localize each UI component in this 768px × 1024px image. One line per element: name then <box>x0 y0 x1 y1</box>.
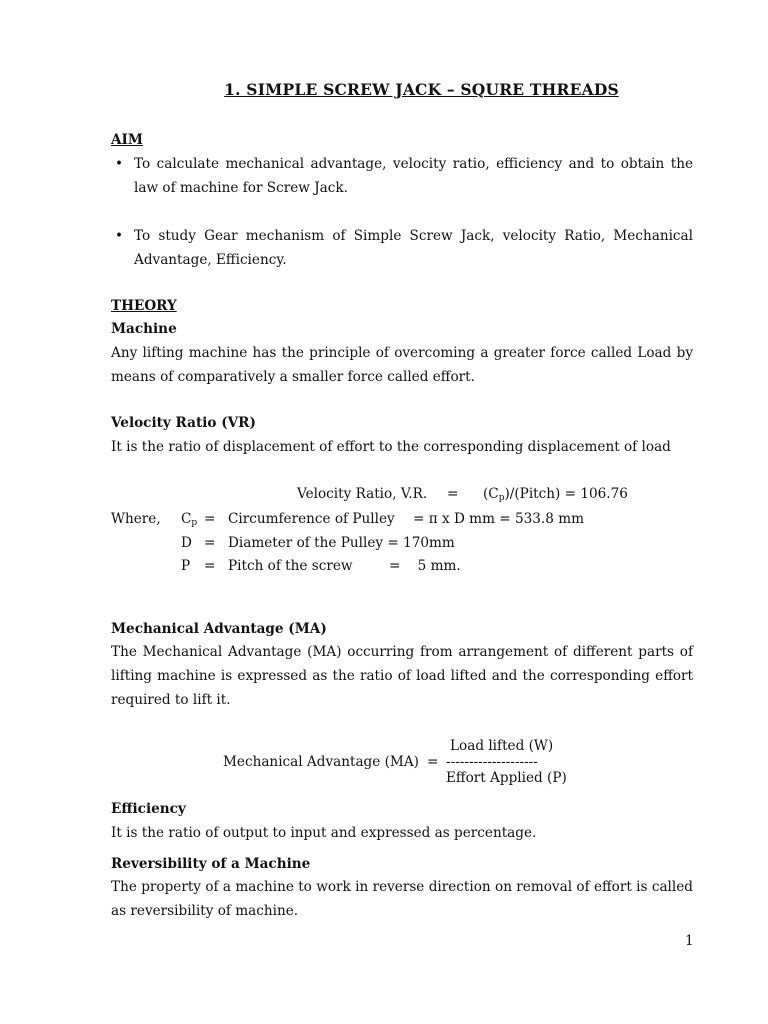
ma-formula-eq: = <box>427 754 439 770</box>
theory-heading: THEORY <box>111 298 177 314</box>
ma-fraction-line: -------------------- <box>446 754 538 770</box>
ma-denominator: Effort Applied (P) <box>446 770 567 786</box>
def-value: = 5 mm. <box>389 558 461 574</box>
def-symbol: $C_p$ <box>181 511 198 528</box>
def-eq: = <box>204 535 216 551</box>
reversibility-text: The property of a machine to work in reverse direction on removal of effort is called as reversibility of machine. <box>111 879 693 919</box>
velocity-ratio-text: It is the ratio of displacement of effort to the corresponding displacement of load <box>111 439 671 455</box>
ma-numerator: Load lifted (W) <box>450 738 554 754</box>
def-description: Diameter of the Pulley = 170mm <box>228 535 455 551</box>
aim-heading: AIM <box>111 132 143 148</box>
efficiency-heading: Efficiency <box>111 801 186 817</box>
def-symbol: D <box>181 535 192 551</box>
machine-heading: Machine <box>111 321 177 337</box>
where-label: Where, <box>111 511 161 527</box>
document-title: 1. SIMPLE SCREW JACK – SQURE THREADS <box>224 80 619 99</box>
velocity-ratio-heading: Velocity Ratio (VR) <box>111 415 256 431</box>
vr-formula-label: Velocity Ratio, V.R. <box>297 486 428 502</box>
aim-item-2: To study Gear mechanism of Simple Screw Jack, velocity Ratio, Mechanical Advantage, Efficiency. <box>134 228 693 268</box>
def-eq: = <box>204 558 216 574</box>
def-symbol: P <box>181 558 191 574</box>
bullet-icon: • <box>115 156 124 172</box>
vr-formula-rhs: $(C_p)/(Pitch) = 106.76$ <box>483 486 628 503</box>
def-description: Pitch of the screw <box>228 558 353 574</box>
efficiency-text: It is the ratio of output to input and expressed as percentage. <box>111 825 537 841</box>
machine-text: Any lifting machine has the principle of overcoming a greater force called Load by means of comparatively a smaller force called effort. <box>111 345 693 385</box>
ma-heading: Mechanical Advantage (MA) <box>111 621 327 637</box>
ma-text: The Mechanical Advantage (MA) occurring from arrangement of different parts of lifting machine is expressed as the ratio of load lifted and the corresponding effort required to lift it. <box>111 644 693 708</box>
aim-item-1: To calculate mechanical advantage, velocity ratio, efficiency and to obtain the law of machine for Screw Jack. <box>134 156 693 196</box>
def-description: Circumference of Pulley <box>228 511 395 527</box>
vr-formula-eq: = <box>447 486 459 502</box>
page-number: 1 <box>685 933 694 949</box>
def-eq: = <box>204 511 216 527</box>
bullet-icon: • <box>115 228 124 244</box>
ma-formula-label: Mechanical Advantage (MA) <box>223 754 419 770</box>
def-value: = π x D mm = 533.8 mm <box>413 511 585 527</box>
reversibility-heading: Reversibility of a Machine <box>111 856 311 872</box>
